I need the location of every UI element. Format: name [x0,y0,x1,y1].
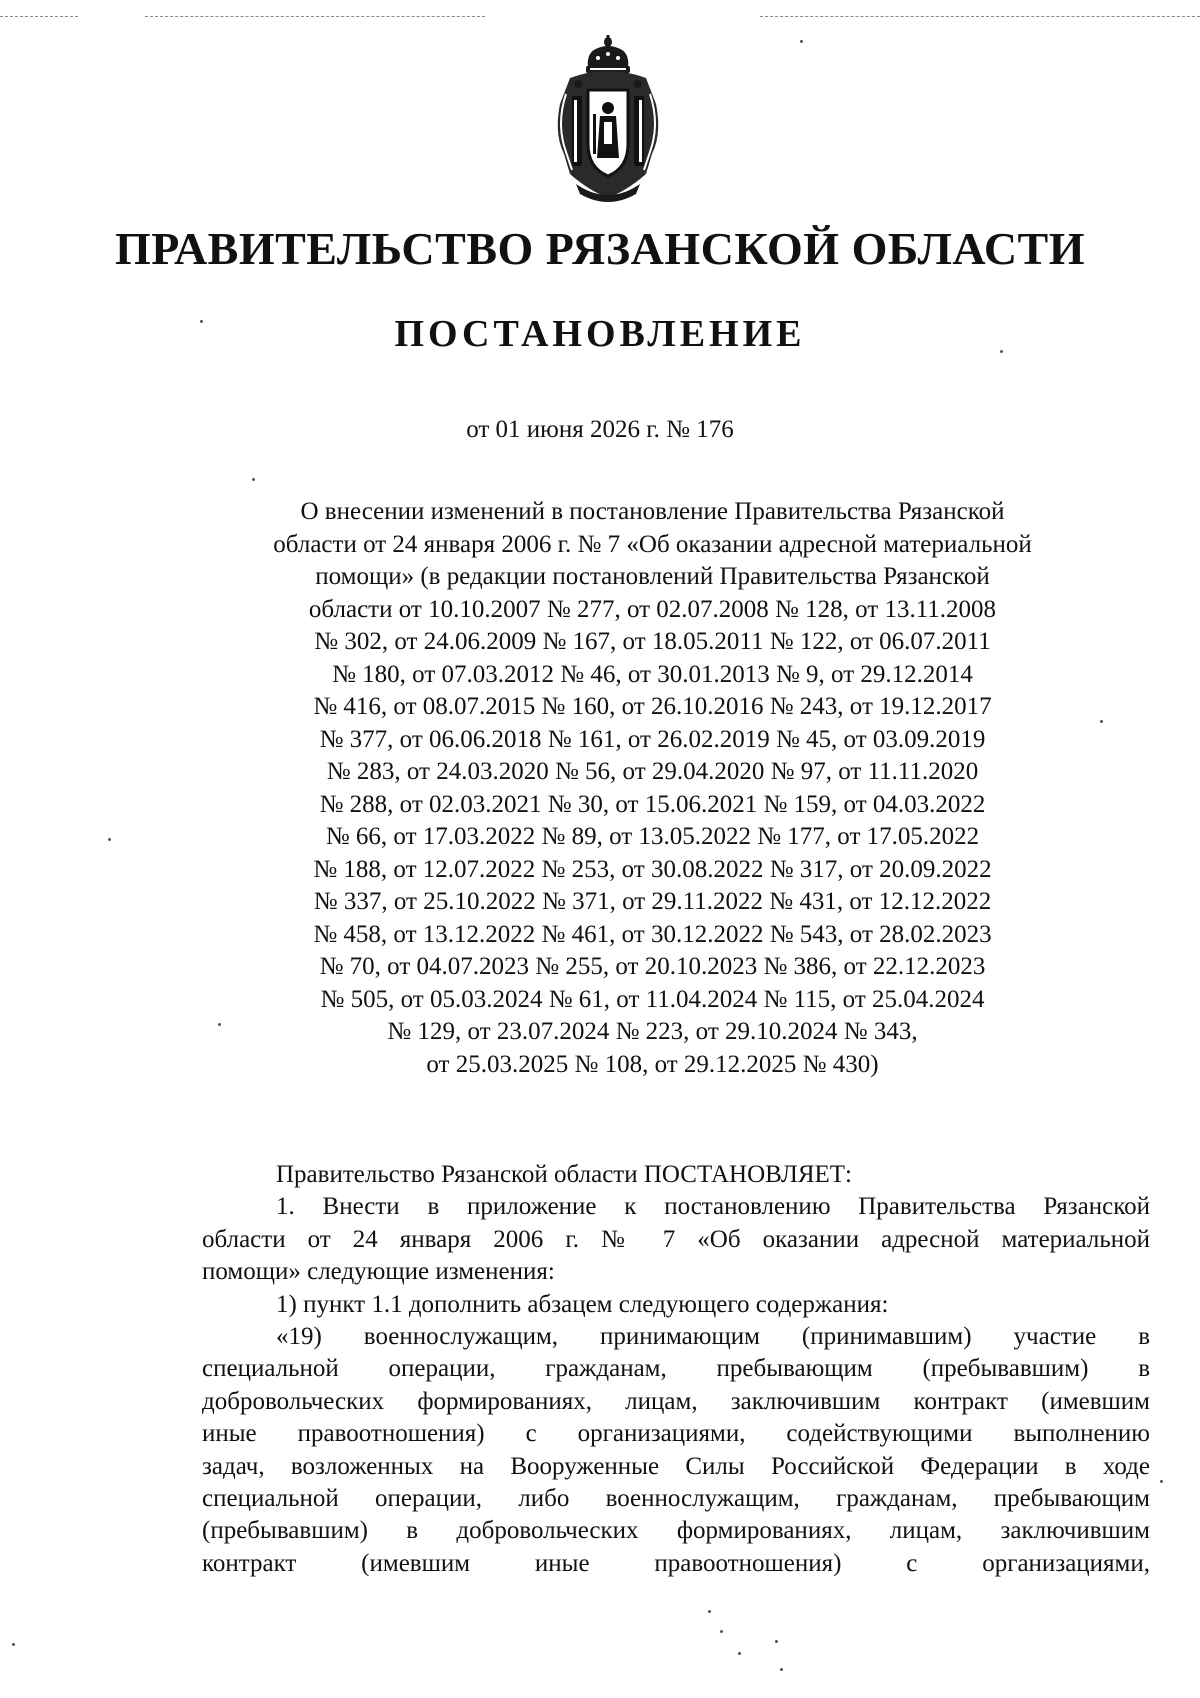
subitem-1-paragraph: 1) пункт 1.1 дополнить абзацем следующего содержания: [276,1290,889,1318]
quoted-text-line: иные правоотношения) с организациями, содействующими выполнению [202,1420,1150,1448]
subject-line: № 337, от 25.10.2022 № 371, от 29.11.2022 № 431, от 12.12.2022 [313,888,992,915]
document-body [202,1159,1150,1580]
scan-artifact-line [760,16,1200,17]
scan-speck [780,1668,783,1671]
quoted-text-line: добровольческих формированиях, лицам, заключившим контракт (имевшим [202,1387,1150,1415]
subject-line: № 70, от 04.07.2023 № 255, от 20.10.2023 № 386, от 22.12.2023 [319,953,986,980]
scan-artifact-line [0,16,78,17]
item-1-line: области от 24 января 2006 г. № 7 «Об оказании адресной материальной [202,1225,1150,1253]
scan-speck [1000,350,1003,353]
scan-speck [708,1610,711,1613]
document-type-title: ПОСТАНОВЛЕНИЕ [394,313,806,355]
document-subject [230,496,1075,1081]
subject-line: № 302, от 24.06.2009 № 167, от 18.05.2011 № 122, от 06.07.2011 [314,628,991,655]
document-date-number: от 01 июня 2026 г. № 176 [466,416,734,443]
subject-line: № 283, от 24.03.2020 № 56, от 29.04.2020 № 97, от 11.11.2020 [326,758,979,785]
scan-speck [720,1630,723,1633]
quoted-text-line: специальной операции, либо военнослужащим, гражданам, пребывающим [202,1485,1150,1513]
subject-line: № 416, от 08.07.2015 № 160, от 26.10.2016 № 243, от 19.12.2017 [313,693,992,720]
quoted-text-line: «19) военнослужащим, принимающим (принимавшим) участие в [276,1323,1150,1351]
quoted-text-line: задач, возложенных на Вооруженные Силы Российской Федерации в ходе [202,1452,1150,1480]
scan-speck [800,40,803,43]
item-1-line: помощи» следующие изменения: [202,1258,555,1286]
subject-line: № 180, от 07.03.2012 № 46, от 30.01.2013 № 9, от 29.12.2014 [332,660,973,688]
quoted-text-line: специальной операции, гражданам, пребывающим (пребывавшим) в [202,1355,1150,1383]
scan-speck [218,1023,221,1026]
subject-line: № 129, от 23.07.2024 № 223, от 29.10.2024 № 343, [387,1018,918,1045]
subject-line: № 458, от 13.12.2022 № 461, от 30.12.2022 № 543, от 28.02.2023 [313,920,992,948]
scan-speck [738,1652,741,1655]
scan-speck [200,320,203,323]
item-1-line: 1. Внести в приложение к постановлению Правительства Рязанской [276,1193,1150,1221]
resolves-paragraph: Правительство Рязанской области ПОСТАНОВЛЯЕТ: [276,1161,852,1188]
scan-speck [108,838,111,841]
quoted-text-line: контракт (имевшим иные правоотношения) с организациями, [202,1549,1150,1577]
scan-speck [1160,1480,1163,1483]
subject-line: области от 24 января 2006 г. № 7 «Об оказании адресной материальной [273,530,1032,558]
scan-speck [1100,720,1103,723]
subject-line: № 505, от 05.03.2024 № 61, от 11.04.2024 № 115, от 25.04.2024 [320,985,985,1013]
subject-line: помощи» (в редакции постановлений Правительства Рязанской [315,563,990,590]
scan-speck [252,478,255,481]
subject-line: О внесении изменений в постановление Правительства Рязанской [300,498,1005,525]
scan-speck [12,1643,15,1646]
subject-line: от 25.03.2025 № 108, от 29.12.2025 № 430) [426,1050,879,1078]
subject-line: № 188, от 12.07.2022 № 253, от 30.08.2022 № 317, от 20.09.2022 [313,855,992,883]
quoted-text-line: (пребывавшим) в добровольческих формированиях, лицам, заключившим [202,1517,1150,1545]
scan-speck [775,1640,778,1643]
subject-line: области от 10.10.2007 № 277, от 02.07.2008 № 128, от 13.11.2008 [308,595,997,623]
subject-line: № 288, от 02.03.2021 № 30, от 15.06.2021 № 159, от 04.03.2022 [319,790,986,818]
government-title: ПРАВИТЕЛЬСТВО РЯЗАНСКОЙ ОБЛАСТИ [114,223,1086,274]
scan-artifact-line [145,16,485,17]
subject-line: № 66, от 17.03.2022 № 89, от 13.05.2022 № 177, от 17.05.2022 [325,823,980,850]
subject-line: № 377, от 06.06.2018 № 161, от 26.02.2019 № 45, от 03.09.2019 [319,725,986,753]
coat-of-arms-icon [548,34,668,206]
